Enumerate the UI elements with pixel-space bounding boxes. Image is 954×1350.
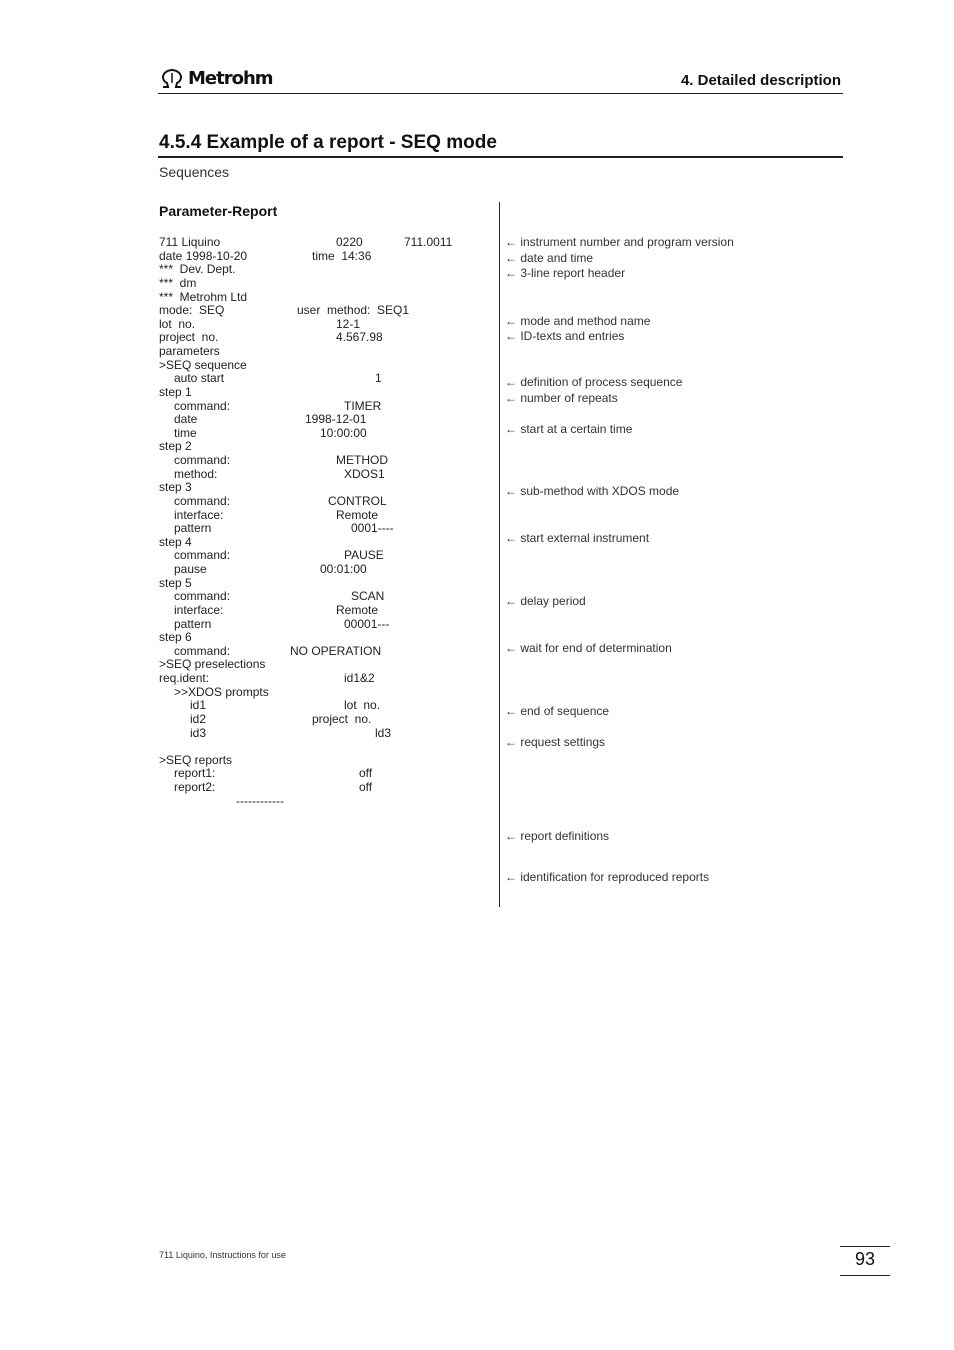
annotation-item: ← sub-method with XDOS mode [505, 484, 680, 499]
report-cell: id2 [190, 711, 207, 726]
page-number-bottom-rule [840, 1275, 890, 1276]
report-cell: 10:00:00 [320, 425, 367, 440]
annotation-item: ← number of repeats [505, 391, 618, 406]
report-cell: id1&2 [344, 671, 375, 685]
header-rule [158, 93, 843, 94]
report-cell: project no. [312, 711, 372, 726]
report-cell: lot no. [344, 698, 381, 713]
report-cell: date [174, 412, 198, 427]
annotation-item: ← report definitions [505, 829, 610, 844]
report-cell: interface: [174, 507, 224, 522]
report-cell: *** Metrohm Ltd [159, 289, 248, 304]
report-cell: command: [174, 548, 231, 563]
report-cell: Remote [336, 507, 379, 522]
page-subtitle: Sequences [159, 164, 230, 180]
report-cell: step 6 [159, 630, 192, 645]
report-cell: *** dm [159, 275, 197, 290]
annotation-item: ← identification for reproduced reports [505, 870, 710, 885]
report-cell: pause [174, 562, 207, 576]
report-cell: step 3 [159, 480, 192, 495]
report-cell: *** Dev. Dept. [159, 262, 236, 277]
annotation-item: ← ID-texts and entries [505, 329, 625, 344]
report-cell: 711 Liquino [159, 235, 221, 249]
report-cell: time [174, 425, 197, 440]
report-cell: >>XDOS prompts [174, 684, 269, 699]
report-cell: pattern [174, 521, 212, 536]
report-cell: XDOS1 [344, 466, 385, 481]
report-cell: interface: [174, 602, 224, 617]
report-cell: TIMER [344, 398, 382, 413]
report-cell: time 14:36 [312, 248, 372, 263]
report-cell: >SEQ preselections [159, 657, 266, 672]
report-cell: report1: [174, 766, 216, 781]
report-cell: 12-1 [336, 316, 361, 331]
report-cell: CONTROL [328, 493, 387, 508]
report-cell: 4.567.98 [336, 330, 383, 345]
report-cell: ------------ [236, 793, 284, 808]
report-cell: command: [174, 643, 231, 658]
report-cell: >SEQ reports [159, 752, 233, 767]
report-cell: Remote [336, 602, 379, 617]
report-cell: parameters [159, 344, 220, 358]
report-cell: SCAN [351, 589, 385, 604]
report-cell: METHOD [336, 453, 388, 467]
report-cell: command: [174, 398, 231, 413]
report-cell: off [359, 766, 373, 781]
page-number-top-rule [840, 1246, 890, 1247]
report-cell: id1 [190, 698, 207, 713]
report-cell: lot no. [159, 316, 196, 331]
report-cell: 00001--- [344, 616, 390, 631]
report-cell: method: [174, 466, 218, 481]
section-header: 4. Detailed description [680, 72, 841, 89]
report-cell: step 4 [159, 534, 192, 549]
report-cell: mode: SEQ [159, 303, 225, 318]
report-cell: off [359, 780, 373, 794]
title-rule [158, 156, 843, 158]
report-cell: 00:01:00 [320, 562, 367, 576]
report-cell: 0001---- [351, 521, 394, 536]
annotation-item: ← mode and method name [505, 314, 651, 329]
report-cell: command: [174, 493, 231, 508]
annotation-item: ← start external instrument [505, 531, 650, 546]
report-cell: user method: SEQ1 [297, 303, 410, 318]
brand-name: Metrohm [188, 68, 273, 89]
annotation-item: ← end of sequence [505, 703, 610, 718]
annotation-item: ← delay period [505, 594, 586, 609]
report-cell: 711.0011 [404, 235, 453, 249]
page-title: 4.5.4 Example of a report - SEQ mode [159, 132, 497, 153]
page-number: 93 [854, 1249, 876, 1269]
annotation-item: ← wait for end of determination [505, 641, 672, 656]
annotation-item: ← start at a certain time [505, 421, 633, 436]
report-cell: report2: [174, 780, 216, 794]
report-cell: NO OPERATION [290, 643, 382, 658]
column-divider [499, 202, 500, 907]
report-cell: step 2 [159, 439, 192, 454]
report-cell: project no. [159, 330, 219, 345]
report-cell: date 1998-10-20 [159, 248, 248, 263]
report-cell: auto start [174, 371, 225, 386]
report-cell: PAUSE [344, 548, 384, 563]
footer-text: 711 Liquino, Instructions for use [159, 1250, 286, 1260]
annotation-item: ← instrument number and program version [505, 235, 734, 249]
report-cell: >SEQ sequence [159, 357, 247, 372]
report-cell: 1998-12-01 [305, 412, 367, 427]
metrohm-logo [160, 68, 273, 89]
omega-logo-icon [160, 69, 184, 89]
report-cell: 1 [375, 371, 382, 386]
report-cell: req.ident: [159, 671, 210, 685]
report-cell: step 1 [159, 384, 192, 399]
annotation-item: ← 3-line report header [505, 266, 626, 281]
report-heading: Parameter-Report [159, 203, 278, 219]
report-cell: command: [174, 589, 231, 604]
report-cell: ld3 [375, 725, 392, 740]
report-cell: pattern [174, 616, 212, 631]
report-cell: id3 [190, 725, 207, 740]
annotation-item: ← definition of process sequence [505, 375, 683, 390]
report-cell: step 5 [159, 575, 192, 590]
report-cell: 0220 [336, 235, 363, 249]
report-cell: command: [174, 453, 231, 467]
annotation-item: ← request settings [505, 735, 606, 750]
annotation-item: ← date and time [505, 250, 594, 265]
